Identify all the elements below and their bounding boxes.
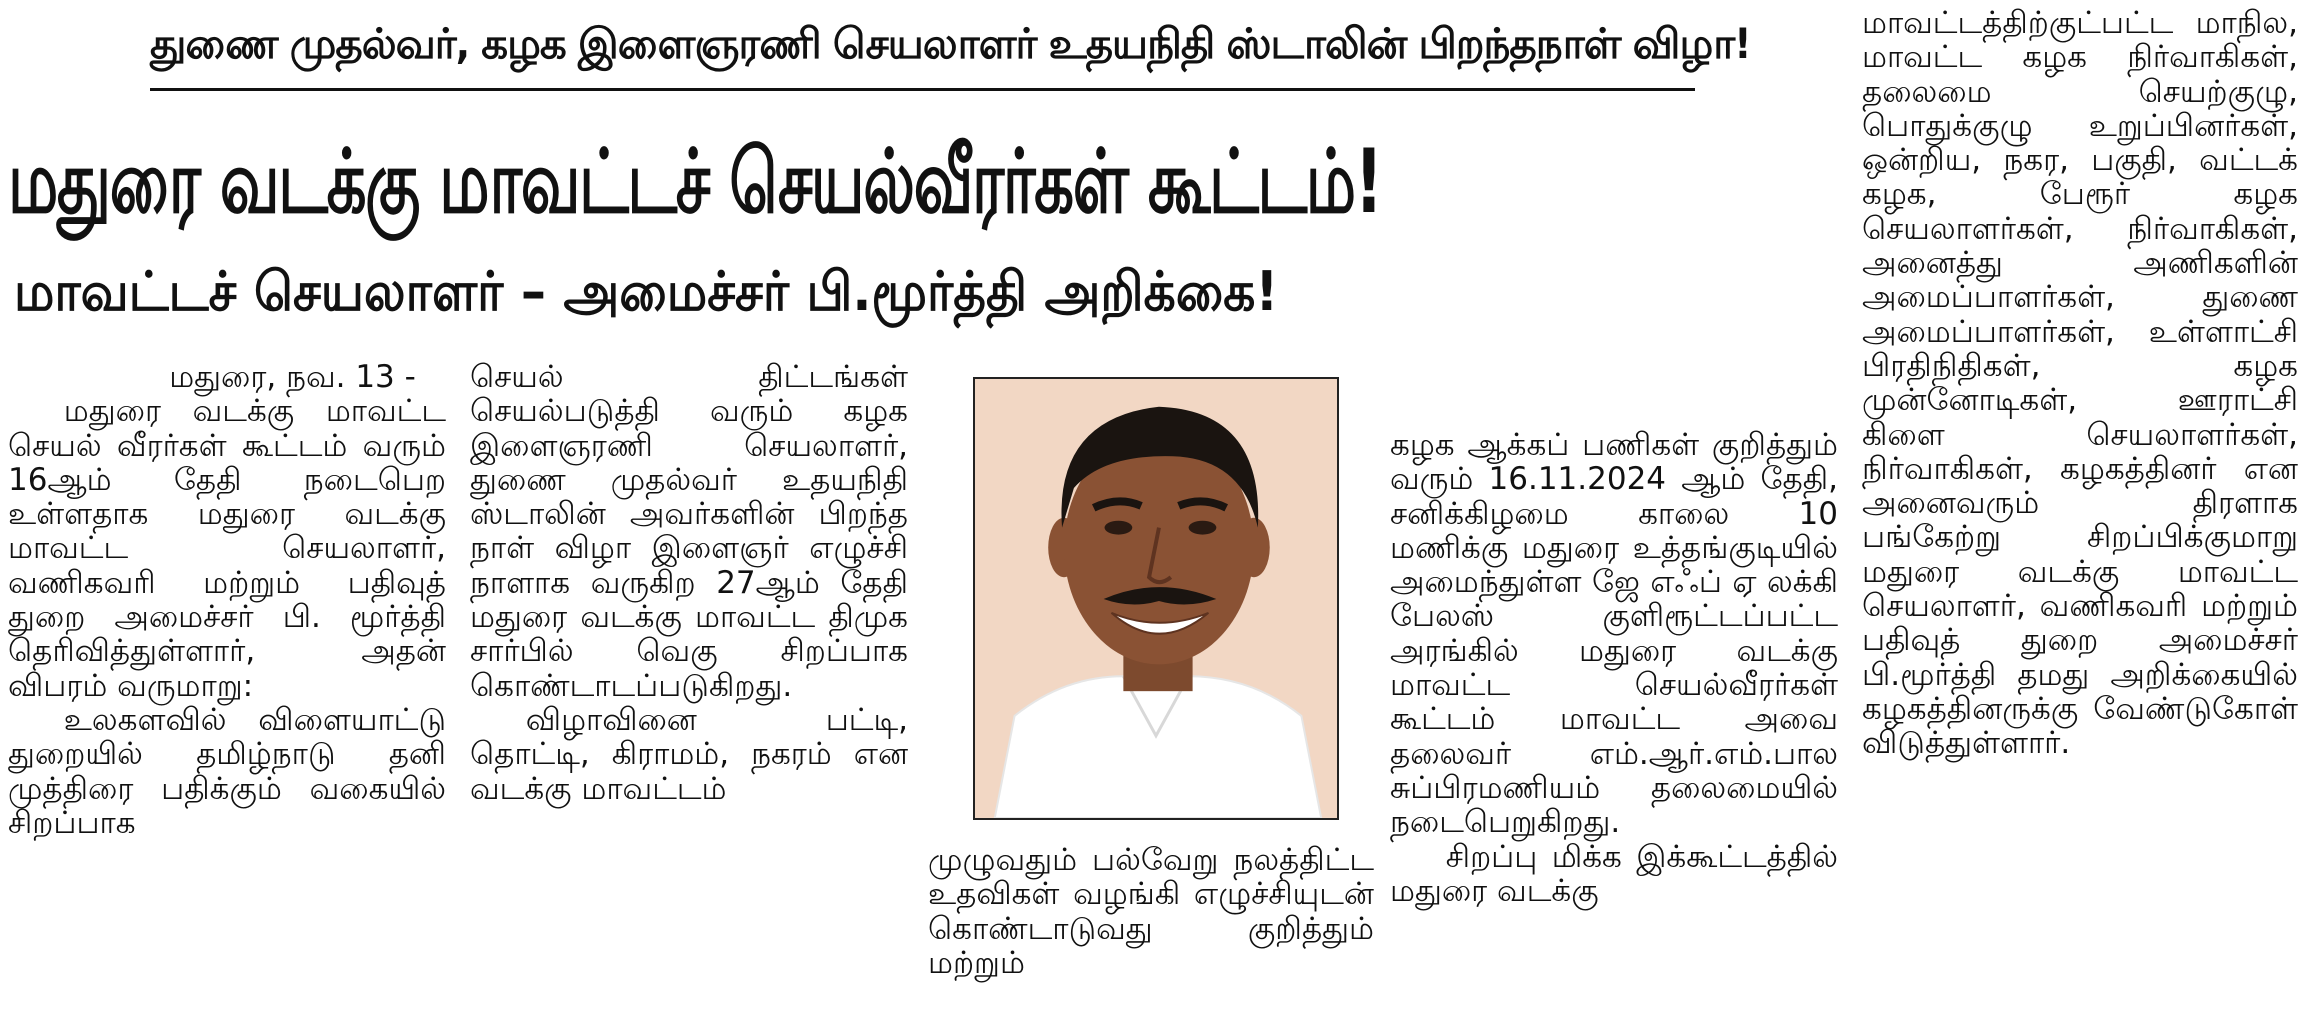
- paragraph: கழக ஆக்கப் பணிகள் குறித்தும் வரும் 16.11.2024 ஆம் தேதி, சனிக்கிழமை காலை 10 மணிக்கு மதுரை உத்தங்குடியில் அமைந்துள்ள ஜே எஃப் ஏ லக்கி பேலஸ் குளிரூட்டப்பட்ட அரங்கில் மதுரை வடக்கு மாவட்ட செயல்வீரர்கள் கூட்டம் மாவட்ட அவை தலைவர் எம்.ஆர்.எம்.பால சுப்பிரமணியம் தலைமையில் நடைபெறுகிறது.: [1390, 427, 1838, 841]
- dateline: மதுரை, நவ. 13 -: [169, 359, 416, 395]
- portrait-illustration: [975, 379, 1337, 818]
- paragraph: விழாவினை பட்டி, தொட்டி, கிராமம், நகரம் என வடக்கு மாவட்டம்: [470, 701, 908, 807]
- article-column-4: [1390, 428, 1838, 908]
- kicker-strapline: துணை முதல்வர், கழக இளைஞரணி செயலாளர் உதயநிதி ஸ்டாலின் பிறந்தநாள் விழா!: [150, 19, 1751, 68]
- article-column-3: [928, 843, 1374, 980]
- article-column-5: [1862, 6, 2298, 761]
- paragraph: மதுரை வடக்கு மாவட்ட செயல் வீரர்கள் கூட்டம் வரும் 16ஆம் தேதி நடைபெற உள்ளதாக மதுரை வடக்கு மாவட்ட செயலாளர், வணிகவரி மற்றும் பதிவுத் துறை அமைச்சர் பி. மூர்த்தி தெரிவித்துள்ளார், அதன் விபரம் வருமாறு:: [8, 393, 446, 704]
- paragraph: முழுவதும் பல்வேறு நலத்திட்ட உதவிகள் வழங்கி எழுச்சியுடன் கொண்டாடுவது குறித்தும் மற்றும்: [928, 842, 1374, 981]
- subheadline: மாவட்டச் செயலாளர் – அமைச்சர் பி.மூர்த்தி அறிக்கை!: [14, 260, 1279, 323]
- article-column-1: [8, 360, 446, 840]
- paragraph: செயல் திட்டங்கள் செயல்படுத்தி வரும் கழக இளைஞரணி செயலாளர், துணை முதல்வர் உதயநிதி ஸ்டாலின் அவர்களின் பிறந்த நாள் விழா இளைஞர் எழுச்சி நாளாக வருகிற 27ஆம் தேதி மதுரை வடக்கு மாவட்ட திமுக சார்பில் வெகு சிறப்பாக கொண்டாடப்படுகிறது.: [470, 359, 908, 704]
- kicker-underline: [150, 88, 1695, 91]
- paragraph: மாவட்டத்திற்குட்பட்ட மாநில, மாவட்ட கழக நிர்வாகிகள், தலைமை செயற்குழு, பொதுக்குழு உறுப்பினர்கள், ஒன்றிய, நகர, பகுதி, வட்டக் கழக, பேரூர் கழக செயலாளர்கள், நிர்வாகிகள், அனைத்து அணிகளின் அமைப்பாளர்கள், துணை அமைப்பாளர்கள், உள்ளாட்சி பிரதிநிதிகள், கழக முன்னோடிகள், ஊராட்சி கிளை செயலாளர்கள், நிர்வாகிகள், கழகத்தினர் என அனைவரும் திரளாக பங்கேற்று சிறப்பிக்குமாறு மதுரை வடக்கு மாவட்ட செயலாளர், வணிகவரி மற்றும் பதிவுத் துறை அமைச்சர் பி.மூர்த்தி தமது அறிக்கையில் கழகத்தினருக்கு வேண்டுகோள் விடுத்துள்ளார்.: [1862, 5, 2298, 762]
- article-column-2: [470, 360, 908, 806]
- headline: மதுரை வடக்கு மாவட்டச் செயல்வீரர்கள் கூட்டம்!: [8, 130, 1382, 233]
- paragraph: உலகளவில் விளையாட்டு துறையில் தமிழ்நாடு தனி முத்திரை பதிக்கும் வகையில் சிறப்பாக: [8, 701, 446, 841]
- paragraph: சிறப்பு மிக்க இக்கூட்டத்தில் மதுரை வடக்கு: [1390, 838, 1838, 909]
- minister-portrait-photo: [973, 377, 1339, 820]
